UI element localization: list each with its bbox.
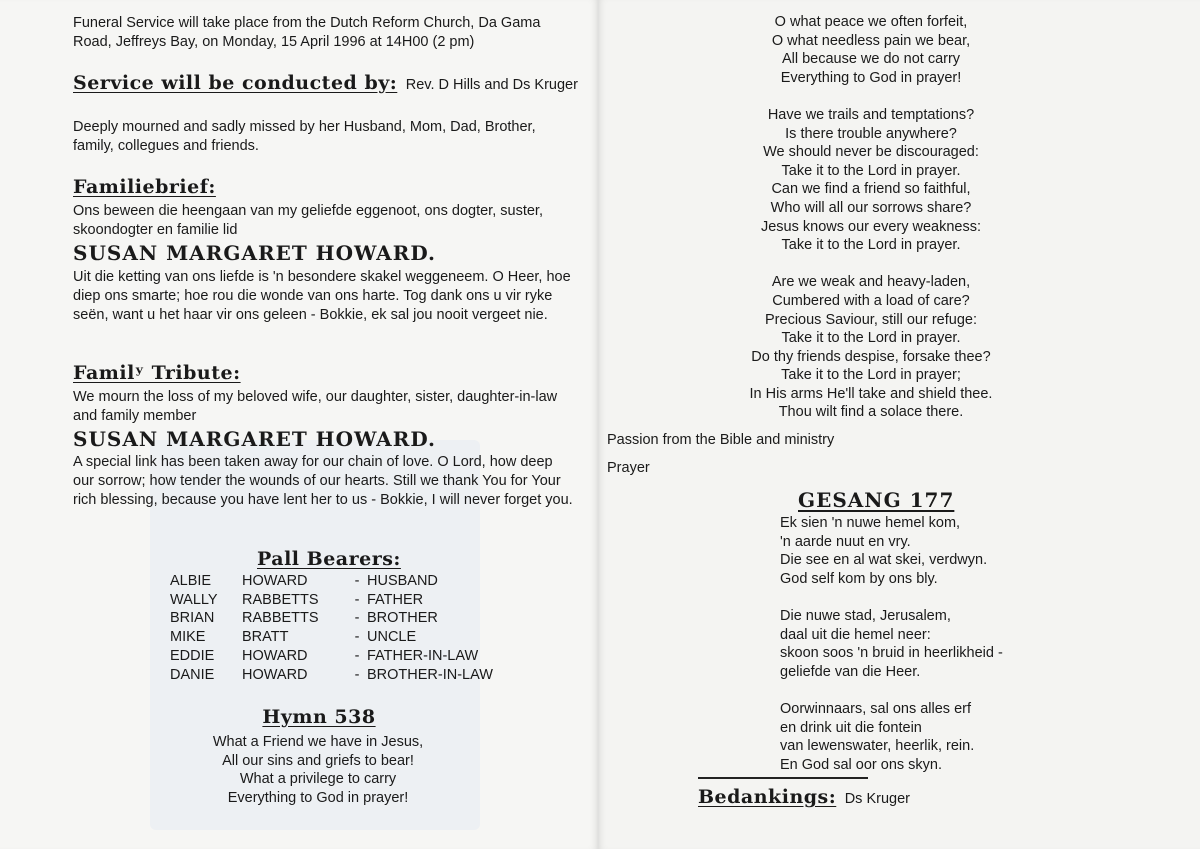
poem-line: O what needless pain we bear, <box>771 32 971 49</box>
poem-line: Take it to the Lord in prayer. <box>781 162 961 179</box>
poem-line: Do thy friends despise, forsake thee? <box>751 348 991 365</box>
hymn-continued-lines <box>716 13 1026 422</box>
bearer-role: BROTHER-IN-LAW <box>367 666 493 683</box>
gesang-line: Ek sien 'n nuwe hemel kom, <box>780 515 961 531</box>
poem-line: Take it to the Lord in prayer. <box>781 237 961 254</box>
familiebrief-heading: Familiebrief: <box>73 176 216 198</box>
table-row <box>170 628 507 647</box>
bearer-first: EDDIE <box>170 647 215 664</box>
conducted-line <box>73 72 578 95</box>
table-row <box>170 572 507 591</box>
gesang-line: daal uit die hemel neer: <box>780 626 931 643</box>
pall-bearers-heading: Pall Bearers: <box>257 548 401 570</box>
gesang-line: God self kom by ons bly. <box>780 570 938 587</box>
bearer-dash: - <box>354 666 360 683</box>
gesang-line: skoon soos 'n bruid in heerlikheid - <box>780 645 1003 662</box>
bearer-role: FATHER-IN-LAW <box>367 647 479 664</box>
tribute-heading: Familʸ Tribute: <box>73 362 241 384</box>
gesang-line: En God sal oor ons skyn. <box>780 756 942 773</box>
divider-rule <box>698 777 868 779</box>
poem-line: Everything to God in prayer! <box>780 69 962 86</box>
poem-line: Take it to the Lord in prayer. <box>781 330 961 347</box>
bearer-last: HOWARD <box>242 573 308 589</box>
poem-line: Have we trails and temptations? <box>767 106 975 123</box>
stanza-gap <box>716 87 1026 106</box>
poem-line: O what peace we often forfeit, <box>774 14 968 30</box>
deceased-name-2: SUSAN MARGARET HOWARD. <box>73 427 436 451</box>
bearer-last: RABBETTS <box>242 610 319 627</box>
stanza-gap <box>716 255 1026 274</box>
tribute-text-2: A special link has been taken away for our chain of love. O Lord, how deep our sorrow; how tender the wounds of our hearts. Still we thank You for Your rich blessing, because you have lent her to us - Bokkie, I will never forget you. <box>73 454 573 508</box>
bearer-first: ALBIE <box>170 573 212 589</box>
poem-line: Take it to the Lord in prayer; <box>781 367 961 384</box>
left-page <box>0 0 598 849</box>
deceased-name-1: SUSAN MARGARET HOWARD. <box>73 241 436 265</box>
bedankings-line <box>698 786 910 809</box>
hymn-line: What a Friend we have in Jesus, <box>212 734 424 750</box>
gesang-line: Die nuwe stad, Jerusalem, <box>780 607 951 624</box>
conducted-heading: Service will be conducted by: <box>73 72 398 94</box>
bearer-first: DANIE <box>170 666 215 683</box>
table-row <box>170 591 507 610</box>
poem-line: Is there trouble anywhere? <box>785 125 957 142</box>
table-row <box>170 609 507 628</box>
gesang-line: Die see en al wat skei, verdwyn. <box>780 552 988 569</box>
hymn-heading: Hymn 538 <box>262 706 376 728</box>
gesang-line: geliefde van die Heer. <box>780 663 921 680</box>
hymn-line: All our sins and griefs to bear! <box>222 752 414 769</box>
stanza-gap <box>780 681 1080 700</box>
bearer-dash: - <box>354 610 360 627</box>
familiebrief-text-2: Uit die ketting van ons liefde is 'n besondere skakel weggeneem. O Heer, hoe diep ons smarte; hoe rou die wonde van ons harte. Tog dank ons u vir ryke seën, want u het haar vir ons geleen - Bokkie, ek sal jou nooit vergeet nie. <box>73 269 571 323</box>
poem-line: Thou wilt find a solace there. <box>778 404 964 421</box>
hymn-line: Everything to God in prayer! <box>227 789 409 806</box>
gesang-lines <box>780 514 1080 774</box>
pall-bearers-table <box>170 572 507 684</box>
gesang-line: van lewenswater, heerlik, rein. <box>780 738 975 755</box>
bearer-role: UNCLE <box>367 629 417 646</box>
bearer-last: HOWARD <box>242 647 308 664</box>
prayer-line: Prayer <box>607 460 650 476</box>
bearer-last: HOWARD <box>242 666 308 683</box>
bearer-last: RABBETTS <box>242 591 319 608</box>
poem-line: In His arms He'll take and shield thee. <box>749 385 993 402</box>
gesang-heading: GESANG 177 <box>798 488 955 512</box>
gesang-line: Oorwinnaars, sal ons alles erf <box>780 700 971 717</box>
table-row <box>170 647 507 666</box>
poem-line: Can we find a friend so faithful, <box>771 181 971 198</box>
stanza-gap <box>780 588 1080 607</box>
poem-line: Who will all our sorrows share? <box>770 199 972 216</box>
bearer-role: HUSBAND <box>367 573 438 589</box>
bedankings-heading: Bedankings: <box>698 786 837 808</box>
bearer-dash: - <box>354 647 360 664</box>
hymn-line: What a privilege to carry <box>239 771 397 788</box>
mourned-text: Deeply mourned and sadly missed by her Husband, Mom, Dad, Brother, family, collegues and friends. <box>73 119 536 154</box>
gesang-line: en drink uit die fontein <box>780 719 922 736</box>
poem-line: We should never be discouraged: <box>763 144 979 161</box>
bearer-role: BROTHER <box>367 610 438 627</box>
poem-line: Are we weak and heavy-laden, <box>771 274 971 291</box>
bearer-first: MIKE <box>170 629 206 646</box>
service-intro: Funeral Service will take place from the Dutch Reform Church, Da Gama Road, Jeffreys Bay, on Monday, 15 April 1996 at 14H00 (2 pm) <box>73 15 541 50</box>
right-page <box>598 0 1200 849</box>
gesang-line: 'n aarde nuut en vry. <box>780 533 911 550</box>
passion-line: Passion from the Bible and ministry <box>607 432 835 448</box>
poem-line: Cumbered with a load of care? <box>772 292 970 309</box>
poem-line: All because we do not carry <box>781 51 961 68</box>
familiebrief-text: Ons beween die heengaan van my geliefde eggenoot, ons dogter, suster, skoondogter en familie lid <box>73 203 543 238</box>
poem-line: Jesus knows our every weakness: <box>760 218 981 235</box>
poem-line: Precious Saviour, still our refuge: <box>765 311 977 328</box>
bearer-dash: - <box>354 573 360 589</box>
hymn-lines <box>178 733 458 807</box>
table-row <box>170 666 507 685</box>
bedankings-name: Ds Kruger <box>844 791 910 807</box>
bearer-role: FATHER <box>367 591 424 608</box>
tribute-text: We mourn the loss of my beloved wife, our daughter, sister, daughter-in-law and family member <box>73 389 558 424</box>
bearer-first: WALLY <box>170 591 218 608</box>
bearer-dash: - <box>354 591 360 608</box>
conducted-names: Rev. D Hills and Ds Kruger <box>405 77 578 93</box>
bearer-last: BRATT <box>242 629 289 646</box>
bearer-first: BRIAN <box>170 610 215 627</box>
bearer-dash: - <box>354 629 360 646</box>
